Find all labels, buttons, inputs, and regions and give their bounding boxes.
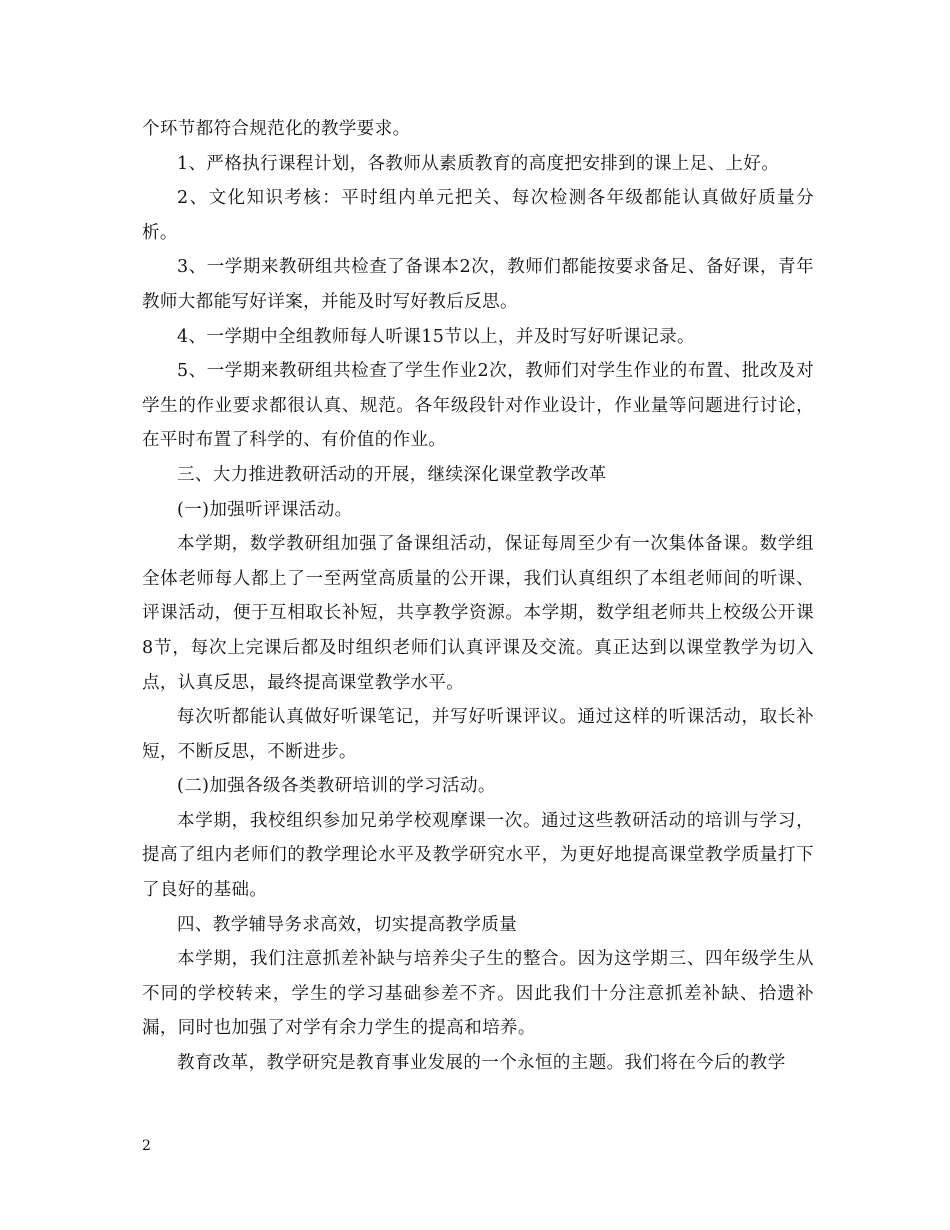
paragraph: 5、一学期来教研组共检查了学生作业2次，教师们对学生作业的布置、批改及对学生的作业要求都很认真、规范。各年级段针对作业设计，作业量等问题进行讨论，在平时布置了科学的、有价值的作业。 (142, 361, 814, 451)
document-body (142, 112, 814, 1081)
subsection-heading: (二)加强各级各类教研培训的学习活动。 (177, 776, 496, 797)
paragraph: 本学期，我校组织参加兄弟学校观摩课一次。通过这些教研活动的培训与学习，提高了组内老师们的教学理论水平及教学研究水平，为更好地提高课堂教学质量打下了良好的基础。 (142, 810, 814, 901)
paragraph: 3、一学期来教研组共检查了备课本2次，教师们都能按要求备足、备好课，青年教师大都能写好详案，并能及时写好教后反思。 (142, 257, 814, 312)
paragraph: 1、严格执行课程计划，各教师从素质教育的高度把安排到的课上足、上好。 (177, 153, 780, 174)
paragraph: 2、文化知识考核：平时组内单元把关、每次检测各年级都能认真做好质量分析。 (142, 188, 814, 243)
section-heading: 四、教学辅导务求高效，切实提高教学质量 (177, 914, 518, 935)
paragraph: 4、一学期中全组教师每人听课15节以上，并及时写好听课记录。 (177, 326, 695, 347)
paragraph: 每次听都能认真做好听课笔记，并写好听课评议。通过这样的听课活动，取长补短，不断反思，不断进步。 (142, 707, 814, 762)
section-heading: 三、大力推进教研活动的开展，继续深化课堂教学改革 (177, 464, 607, 485)
paragraph: 本学期，我们注意抓差补缺与培养尖子生的整合。因为这学期三、四年级学生从不同的学校转来，学生的学习基础参差不齐。因此我们十分注意抓差补缺、拾遗补漏，同时也加强了对学有余力学生的提高和培养。 (142, 949, 814, 1039)
subsection-heading: (一)加强听评课活动。 (177, 499, 353, 520)
page-number: 2 (142, 1138, 151, 1154)
paragraph: 本学期，数学教研组加强了备课组活动，保证每周至少有一次集体备课。数学组全体老师每人都上了一至两堂高质量的公开课，我们认真组织了本组老师间的听课、评课活动，便于互相取长补短，共享教学资源。本学期，数学组老师共上校级公开课8节，每次上完课后都及时组织老师们认真评课及交流。真正达到以课堂教学为切入点，认真反思，最终提高课堂教学水平。 (142, 534, 814, 693)
paragraph: 教育改革，教学研究是教育事业发展的一个永恒的主题。我们将在今后的教学 (177, 1053, 786, 1074)
paragraph: 个环节都符合规范化的教学要求。 (142, 119, 411, 139)
